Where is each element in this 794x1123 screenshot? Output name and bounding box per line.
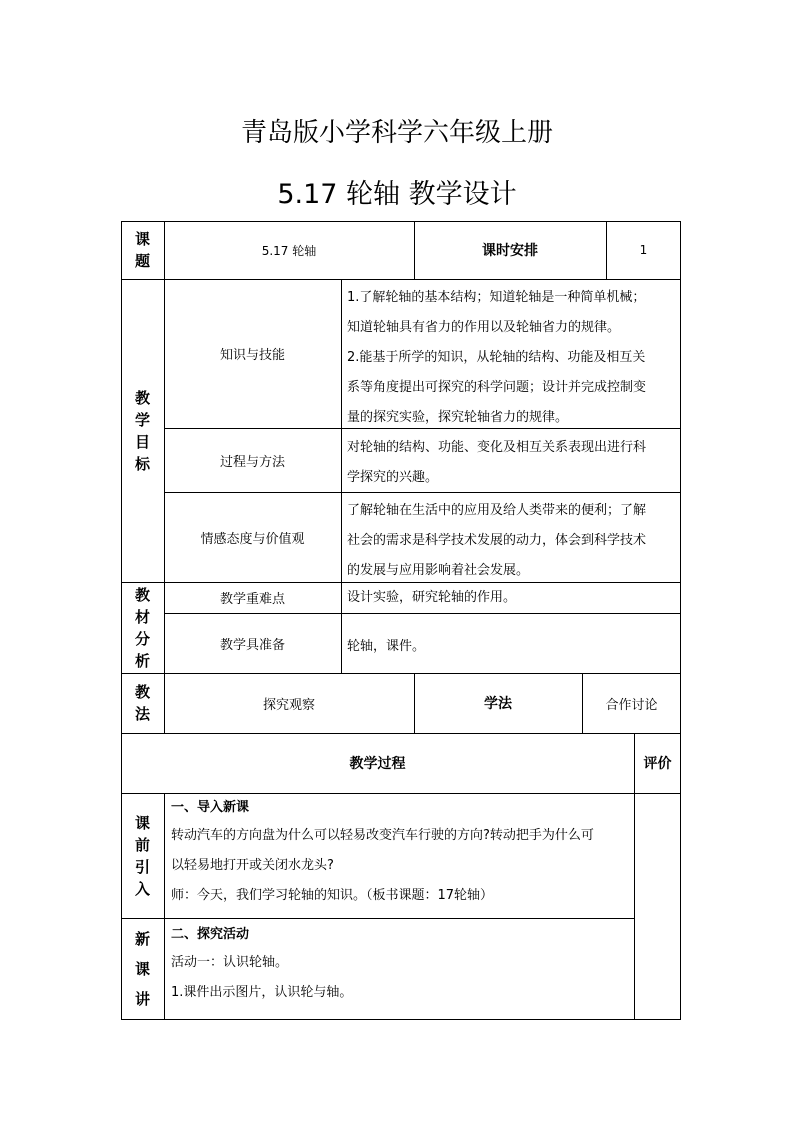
process-text: 对轮轴的结构、功能、变化及相互关系表现出进行科 学探究的兴趣。 [347, 440, 647, 485]
intro-text: 一、导入新课 转动汽车的方向盘为什么可以轻易改变汽车行驶的方向?转动把手为什么可 以轻易地打开或关闭水龙头? 师：今天，我们学习轮轴的知识。（板书课题：17轮轴） [171, 800, 594, 903]
process-header: 教学过程 [349, 756, 406, 772]
new-text: 二、探究活动 活动一：认识轮轴。 1.课件出示图片，认识轮与轴。 [171, 927, 353, 1000]
teach-value: 探究观察 [262, 697, 315, 713]
key-value: 设计实验，研究轮轴的作用。 [347, 590, 517, 605]
learn-label: 学法 [484, 696, 512, 712]
prep-value: 轮轴，课件。 [347, 639, 426, 654]
lesson-table [121, 221, 681, 1020]
schedule-label: 课时安排 [482, 243, 538, 259]
eval-header: 评价 [643, 756, 672, 772]
schedule-value: 1 [639, 243, 648, 257]
learn-value: 合作讨论 [605, 697, 658, 713]
topic-label: 课 题 [134, 230, 150, 270]
knowledge-label: 知识与技能 [219, 348, 285, 363]
doc-title: 青岛版小学科学六年级上册 [240, 118, 553, 148]
method-label: 教 法 [134, 683, 150, 723]
emotion-text: 了解轮轴在生活中的应用及给人类带来的便利；了解 社会的需求是科学技术发展的动力，体会到科学技术 的发展与应用影响着社会发展。 [347, 503, 647, 578]
new-label: 新 课 讲 [134, 929, 150, 1008]
intro-label: 课 前 引 入 [134, 813, 150, 898]
doc-subtitle: 5.17 轮轴 教学设计 [277, 179, 517, 210]
key-label: 教学重难点 [219, 592, 285, 607]
process-label: 过程与方法 [219, 454, 285, 470]
material-label: 教 材 分 析 [134, 585, 150, 670]
prep-label: 教学具准备 [219, 637, 285, 653]
emotion-label: 情感态度与价值观 [200, 531, 305, 547]
knowledge-text: 1.了解轮轴的基本结构；知道轮轴是一种简单机械； 知道轮轴具有省力的作用以及轮轴省力的规律。 2.能基于所学的知识，从轮轴的结构、功能及相互关 系等角度提出可探究的科学问题；设计并完成控制变 量的探究实验，探究轮轴省力的规律。 [347, 290, 647, 425]
topic-value: 5.17 轮轴 [261, 243, 317, 258]
goals-label: 教 学 目 标 [134, 388, 150, 473]
